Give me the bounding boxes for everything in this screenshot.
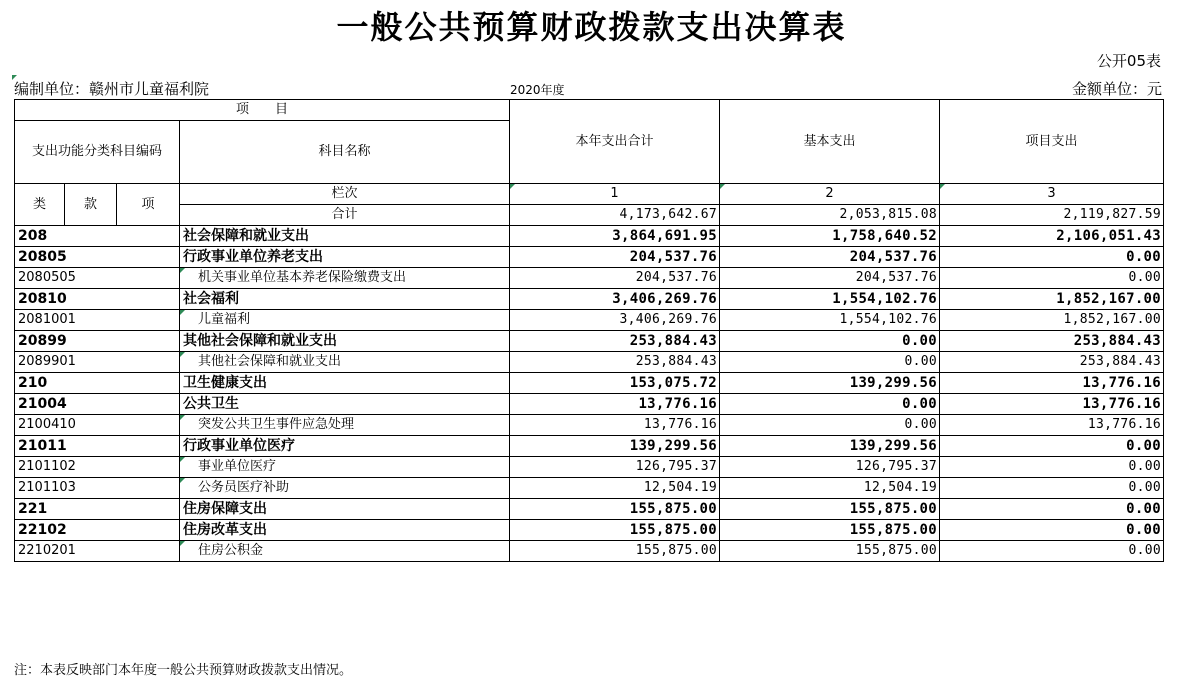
row-subject-name: 住房保障支出 [180,499,510,520]
row-project: 253,884.43 [940,331,1164,352]
row-project: 13,776.16 [940,373,1164,394]
form-code: 公开05表 [1096,52,1161,70]
row-code: 20805 [15,247,180,268]
header-kuan: 款 [65,184,117,226]
row-code: 21004 [15,394,180,415]
cell-marker-icon [180,352,185,357]
table-row [15,457,1164,478]
row-code: 2210201 [15,541,180,562]
header-func-code: 支出功能分类科目编码 [15,121,180,184]
total-value: 2,053,815.08 [720,205,940,226]
row-code: 20899 [15,331,180,352]
cell-marker-icon [180,310,185,315]
row-basic: 0.00 [720,394,940,415]
row-code: 20810 [15,289,180,310]
row-subject-name: 社会福利 [180,289,510,310]
header-col-basic: 基本支出 [720,100,940,184]
cell-marker-icon [180,541,185,546]
row-code: 21011 [15,436,180,457]
row-project: 1,852,167.00 [940,310,1164,331]
header-lei: 类 [15,184,65,226]
row-basic: 155,875.00 [720,541,940,562]
row-code: 210 [15,373,180,394]
row-subject-name: 公务员医疗补助 [180,478,510,499]
table-row [15,499,1164,520]
cell-marker-icon [720,184,725,189]
row-code: 2081001 [15,310,180,331]
table-row [15,289,1164,310]
row-code: 22102 [15,520,180,541]
row-project: 0.00 [940,436,1164,457]
table-row [15,436,1164,457]
table-row [15,331,1164,352]
row-basic: 0.00 [720,415,940,436]
row-subject-name: 其他社会保障和就业支出 [180,352,510,373]
row-total: 139,299.56 [510,436,720,457]
row-total: 204,537.76 [510,268,720,289]
row-basic: 204,537.76 [720,247,940,268]
row-project: 0.00 [940,478,1164,499]
row-basic: 155,875.00 [720,499,940,520]
table-row [15,520,1164,541]
table-row [15,226,1164,247]
row-subject-name: 事业单位医疗 [180,457,510,478]
row-subject-name: 社会保障和就业支出 [180,226,510,247]
row-subject-name: 机关事业单位基本养老保险缴费支出 [180,268,510,289]
table-row [15,310,1164,331]
total-value: 2,119,827.59 [940,205,1164,226]
header-xiang: 项 [117,184,180,226]
row-basic: 155,875.00 [720,520,940,541]
row-total: 155,875.00 [510,520,720,541]
row-basic: 0.00 [720,352,940,373]
row-code: 2089901 [15,352,180,373]
row-project: 0.00 [940,268,1164,289]
row-basic: 1,758,640.52 [720,226,940,247]
table-row [15,478,1164,499]
row-total: 13,776.16 [510,394,720,415]
table-row [15,373,1164,394]
row-subject-name: 卫生健康支出 [180,373,510,394]
page-title: 一般公共预算财政拨款支出决算表 [336,8,847,46]
row-subject-name: 突发公共卫生事件应急处理 [180,415,510,436]
row-code: 2080505 [15,268,180,289]
table-row [15,352,1164,373]
total-label: 合计 [180,205,510,226]
row-subject-name: 行政事业单位养老支出 [180,247,510,268]
row-subject-name: 住房改革支出 [180,520,510,541]
row-total: 3,406,269.76 [510,289,720,310]
col-no-1: 1 [510,184,720,205]
row-code: 208 [15,226,180,247]
meta-row [14,75,1162,97]
row-code: 2100410 [15,415,180,436]
header-col-total: 本年支出合计 [510,100,720,184]
report-table [14,99,1164,562]
row-basic: 1,554,102.76 [720,289,940,310]
row-total: 12,504.19 [510,478,720,499]
row-code: 221 [15,499,180,520]
row-code: 2101102 [15,457,180,478]
cell-marker-icon [940,184,945,189]
row-total: 13,776.16 [510,415,720,436]
row-basic: 126,795.37 [720,457,940,478]
header-project: 项 目 [15,100,510,121]
row-code: 2101103 [15,478,180,499]
header-subject-name: 科目名称 [180,121,510,184]
row-project: 0.00 [940,541,1164,562]
table-row [15,541,1164,562]
header-col-project: 项目支出 [940,100,1164,184]
row-project: 0.00 [940,499,1164,520]
row-total: 155,875.00 [510,541,720,562]
row-total: 126,795.37 [510,457,720,478]
table-row [15,247,1164,268]
row-total: 253,884.43 [510,352,720,373]
row-subject-name: 住房公积金 [180,541,510,562]
footnote: 注：本表反映部门本年度一般公共预算财政拨款支出情况。 [14,663,353,678]
row-project: 13,776.16 [940,415,1164,436]
row-basic: 204,537.76 [720,268,940,289]
cell-marker-icon [180,457,185,462]
year-label: 2020年度 [510,83,565,97]
row-project: 0.00 [940,247,1164,268]
row-project: 1,852,167.00 [940,289,1164,310]
row-basic: 12,504.19 [720,478,940,499]
total-value: 4,173,642.67 [510,205,720,226]
cell-marker-icon [180,415,185,420]
row-subject-name: 儿童福利 [180,310,510,331]
header-lanci: 栏次 [180,184,510,205]
row-total: 204,537.76 [510,247,720,268]
row-basic: 139,299.56 [720,436,940,457]
cell-marker-icon [510,184,515,189]
row-project: 2,106,051.43 [940,226,1164,247]
unit-label: 编制单位：赣州市儿童福利院 [14,80,210,98]
row-total: 155,875.00 [510,499,720,520]
table-row [15,268,1164,289]
amount-unit: 金额单位：元 [1071,80,1162,98]
cell-marker-icon [180,268,185,273]
row-subject-name: 其他社会保障和就业支出 [180,331,510,352]
row-basic: 1,554,102.76 [720,310,940,331]
row-project: 13,776.16 [940,394,1164,415]
col-no-2: 2 [720,184,940,205]
col-no-3: 3 [940,184,1164,205]
table-row [15,415,1164,436]
row-total: 3,406,269.76 [510,310,720,331]
table-row [15,394,1164,415]
cell-marker-icon [180,478,185,483]
row-subject-name: 公共卫生 [180,394,510,415]
row-total: 153,075.72 [510,373,720,394]
row-subject-name: 行政事业单位医疗 [180,436,510,457]
row-total: 253,884.43 [510,331,720,352]
row-basic: 0.00 [720,331,940,352]
row-project: 253,884.43 [940,352,1164,373]
row-basic: 139,299.56 [720,373,940,394]
row-project: 0.00 [940,520,1164,541]
row-project: 0.00 [940,457,1164,478]
row-total: 3,864,691.95 [510,226,720,247]
